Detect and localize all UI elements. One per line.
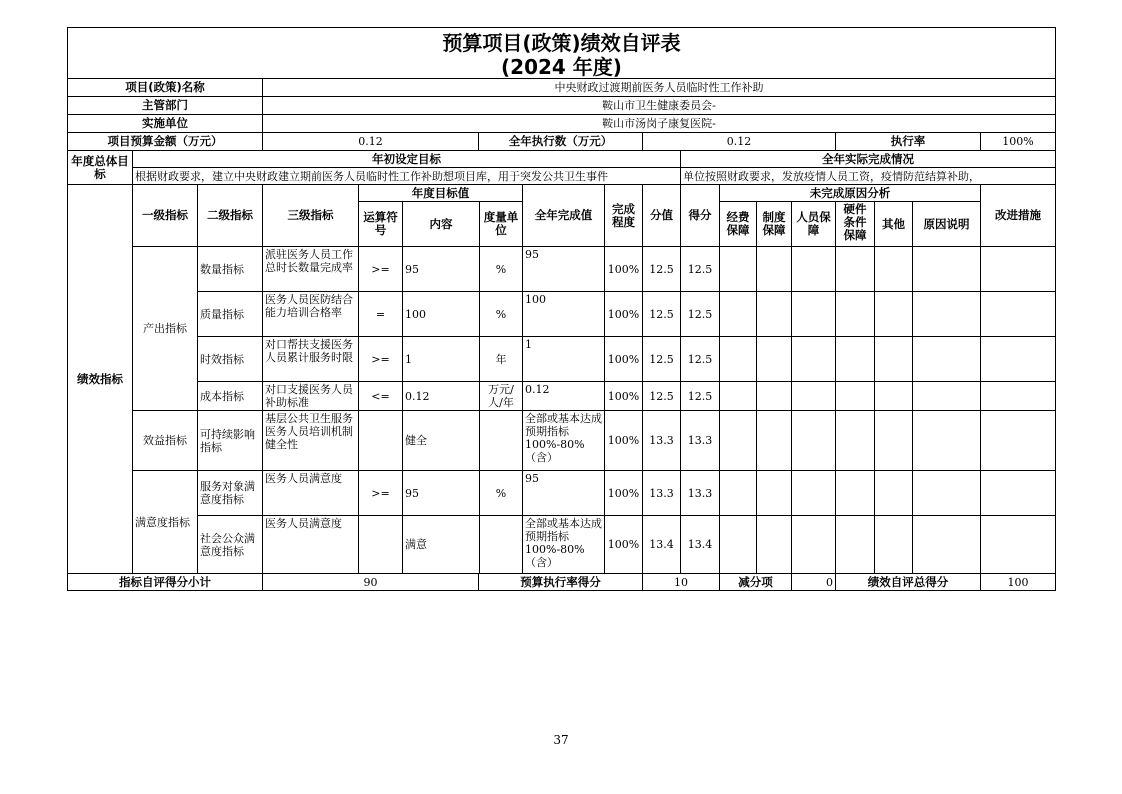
label-initial-goal: 年初设定目标 xyxy=(133,151,681,168)
cell-l2: 时效指标 xyxy=(198,337,263,382)
cell-empty xyxy=(913,471,981,516)
cell-empty xyxy=(913,292,981,337)
cell-empty xyxy=(875,337,913,382)
cell-empty xyxy=(836,337,875,382)
header-level1: 一级指标 xyxy=(133,185,198,247)
project-name: 中央财政过渡期前医务人员临时性工作补助 xyxy=(263,79,1055,97)
cell-actual: 0.12 xyxy=(523,382,605,411)
label-exec: 全年执行数（万元） xyxy=(479,133,643,151)
cell-empty xyxy=(981,411,1055,471)
cell-empty xyxy=(875,411,913,471)
cell-l2: 社会公众满意度指标 xyxy=(198,516,263,574)
header-r4: 硬件条件保障 xyxy=(836,202,875,247)
cell-op: >= xyxy=(359,247,403,292)
exec-amount: 0.12 xyxy=(643,133,836,151)
cell-empty xyxy=(720,337,757,382)
total: 100 xyxy=(1007,575,1029,589)
cell-empty xyxy=(792,382,836,411)
label-total: 绩效自评总得分 xyxy=(836,574,981,590)
cell-l2: 可持续影响指标 xyxy=(198,411,263,471)
subtotal: 90 xyxy=(263,574,479,590)
cell-empty xyxy=(913,516,981,574)
cell-empty xyxy=(792,516,836,574)
cell-degree: 100% xyxy=(605,516,643,574)
cell-score: 13.4 xyxy=(643,516,681,574)
cell-got: 12.5 xyxy=(681,247,720,292)
cell-score: 12.5 xyxy=(643,247,681,292)
cell-empty xyxy=(913,382,981,411)
header-improve: 改进措施 xyxy=(981,185,1055,247)
exec-rate: 100% xyxy=(981,133,1055,151)
cell-score: 13.3 xyxy=(643,471,681,516)
deduct: 0 xyxy=(792,574,836,590)
cell-unit xyxy=(480,411,523,471)
header-content: 内容 xyxy=(403,202,480,247)
cell-empty xyxy=(981,292,1055,337)
cell-l2: 质量指标 xyxy=(198,292,263,337)
cell-empty xyxy=(792,292,836,337)
cell-unit xyxy=(480,516,523,574)
cell-content: 95 xyxy=(403,247,480,292)
label-subtotal: 指标自评得分小计 xyxy=(68,574,263,590)
performance-table xyxy=(67,27,1056,591)
cell-empty xyxy=(792,337,836,382)
cell-l3: 派驻医务人员工作总时长数量完成率 xyxy=(263,247,359,292)
cell-empty xyxy=(836,292,875,337)
cell-actual: 1 xyxy=(523,337,605,382)
header-degree: 完成程度 xyxy=(605,185,643,247)
cell-op: = xyxy=(359,292,403,337)
header-op: 运算符号 xyxy=(359,202,403,247)
header-level3: 三级指标 xyxy=(263,185,359,247)
cell-degree: 100% xyxy=(605,471,643,516)
unit: 鞍山市汤岗子康复医院- xyxy=(263,115,1055,133)
cell-op xyxy=(359,516,403,574)
cell-empty xyxy=(720,411,757,471)
cell-actual: 95 xyxy=(523,471,605,516)
cell-empty xyxy=(981,337,1055,382)
cell-empty xyxy=(981,247,1055,292)
dept: 鞍山市卫生健康委员会- xyxy=(263,97,1055,115)
cell-score: 12.5 xyxy=(643,292,681,337)
cell-l2: 成本指标 xyxy=(198,382,263,411)
table-title: 预算项目(政策)绩效自评表 xyxy=(442,31,681,55)
cell-empty xyxy=(913,337,981,382)
cell-actual: 全部或基本达成预期指标100%-80%（含） xyxy=(523,411,605,471)
cell-empty xyxy=(836,516,875,574)
cell-empty xyxy=(720,292,757,337)
cell-empty xyxy=(720,382,757,411)
label-deduct: 减分项 xyxy=(720,574,792,590)
cell-empty xyxy=(792,411,836,471)
header-reason: 未完成原因分析 xyxy=(720,185,981,202)
page-number: 37 xyxy=(553,733,569,747)
cell-empty xyxy=(836,382,875,411)
label-perf-indicators: 绩效指标 xyxy=(68,185,133,574)
cell-empty xyxy=(875,516,913,574)
cell-unit: 年 xyxy=(480,337,523,382)
header-r5: 其他 xyxy=(875,202,913,247)
cell-empty xyxy=(757,411,792,471)
header-r2: 制度保障 xyxy=(757,202,792,247)
cell-content: 0.12 xyxy=(403,382,480,411)
cell-got: 12.5 xyxy=(681,292,720,337)
cell-op: <= xyxy=(359,382,403,411)
group-output: 产出指标 xyxy=(133,247,198,411)
header-actual: 全年完成值 xyxy=(523,185,605,247)
label-dept: 主管部门 xyxy=(68,97,263,115)
cell-empty xyxy=(913,247,981,292)
cell-empty xyxy=(720,516,757,574)
cell-empty xyxy=(792,247,836,292)
cell-unit: % xyxy=(480,292,523,337)
label-rate: 执行率 xyxy=(836,133,981,151)
cell-actual: 100 xyxy=(523,292,605,337)
cell-got: 13.4 xyxy=(681,516,720,574)
table-year: (2024 年度) xyxy=(501,55,622,79)
cell-l3: 对口支援医务人员补助标准 xyxy=(263,382,359,411)
cell-l2: 数量指标 xyxy=(198,247,263,292)
cell-empty xyxy=(757,337,792,382)
cell-unit: % xyxy=(480,247,523,292)
cell-empty xyxy=(875,292,913,337)
label-unit: 实施单位 xyxy=(68,115,263,133)
label-budget: 项目预算金额（万元） xyxy=(68,133,263,151)
cell-empty xyxy=(981,382,1055,411)
cell-empty xyxy=(757,516,792,574)
cell-got: 12.5 xyxy=(681,382,720,411)
initial-goal-text: 根据财政要求，建立中央财政建立期前医务人员临时性工作补助想项目库，用于突发公共卫生事件 xyxy=(133,168,681,185)
cell-got: 13.3 xyxy=(681,411,720,471)
cell-actual: 95 xyxy=(523,247,605,292)
cell-score: 13.3 xyxy=(643,411,681,471)
header-r1: 经费保障 xyxy=(720,202,757,247)
group-benefit: 效益指标 xyxy=(133,411,198,471)
cell-unit: % xyxy=(480,471,523,516)
cell-got: 12.5 xyxy=(681,337,720,382)
cell-op xyxy=(359,411,403,471)
cell-l3: 对口帮扶支援医务人员累计服务时限 xyxy=(263,337,359,382)
cell-empty xyxy=(875,247,913,292)
title-frame xyxy=(68,28,1055,79)
cell-degree: 100% xyxy=(605,247,643,292)
cell-empty xyxy=(836,471,875,516)
cell-content: 满意 xyxy=(403,516,480,574)
cell-empty xyxy=(720,471,757,516)
budget-amount: 0.12 xyxy=(263,133,479,151)
header-level2: 二级指标 xyxy=(198,185,263,247)
cell-got: 13.3 xyxy=(681,471,720,516)
cell-actual: 全部或基本达成预期指标100%-80%（含） xyxy=(523,516,605,574)
label-actual-result: 全年实际完成情况 xyxy=(681,151,1055,168)
cell-degree: 100% xyxy=(605,411,643,471)
cell-l3: 基层公共卫生服务医务人员培训机制健全性 xyxy=(263,411,359,471)
cell-unit: 万元/人/年 xyxy=(480,382,523,411)
cell-op: >= xyxy=(359,471,403,516)
cell-empty xyxy=(981,471,1055,516)
cell-empty xyxy=(792,471,836,516)
header-r6: 原因说明 xyxy=(913,202,981,247)
header-r3: 人员保障 xyxy=(792,202,836,247)
cell-content: 1 xyxy=(403,337,480,382)
budget-score: 10 xyxy=(643,574,720,590)
actual-result-text: 单位按照财政要求，发放疫情人员工资，疫情防范结算补助， xyxy=(681,168,1055,185)
cell-l3: 医务人员满意度 xyxy=(263,516,359,574)
cell-l3: 医务人员满意度 xyxy=(263,471,359,516)
cell-op: >= xyxy=(359,337,403,382)
cell-content: 95 xyxy=(403,471,480,516)
cell-empty xyxy=(836,247,875,292)
cell-score: 12.5 xyxy=(643,337,681,382)
cell-l3: 医务人员医防结合能力培训合格率 xyxy=(263,292,359,337)
group-satisfaction: 满意度指标 xyxy=(133,471,198,574)
cell-l2: 服务对象满意度指标 xyxy=(198,471,263,516)
cell-content: 健全 xyxy=(403,411,480,471)
cell-degree: 100% xyxy=(605,337,643,382)
cell-empty xyxy=(913,411,981,471)
cell-empty xyxy=(720,247,757,292)
cell-score: 12.5 xyxy=(643,382,681,411)
label-project-name: 项目(政策)名称 xyxy=(68,79,263,97)
cell-empty xyxy=(836,411,875,471)
label-annual-goal: 年度总体目标 xyxy=(68,151,133,185)
cell-empty xyxy=(757,382,792,411)
cell-empty xyxy=(875,471,913,516)
header-score: 分值 xyxy=(643,185,681,247)
cell-content: 100 xyxy=(403,292,480,337)
cell-degree: 100% xyxy=(605,382,643,411)
cell-empty xyxy=(757,247,792,292)
label-budget-score: 预算执行率得分 xyxy=(479,574,643,590)
cell-degree: 100% xyxy=(605,292,643,337)
cell-empty xyxy=(757,471,792,516)
header-got: 得分 xyxy=(681,185,720,247)
cell-empty xyxy=(875,382,913,411)
cell-empty xyxy=(757,292,792,337)
cell-empty xyxy=(981,516,1055,574)
header-unit: 度量单位 xyxy=(480,202,523,247)
header-target: 年度目标值 xyxy=(359,185,523,202)
